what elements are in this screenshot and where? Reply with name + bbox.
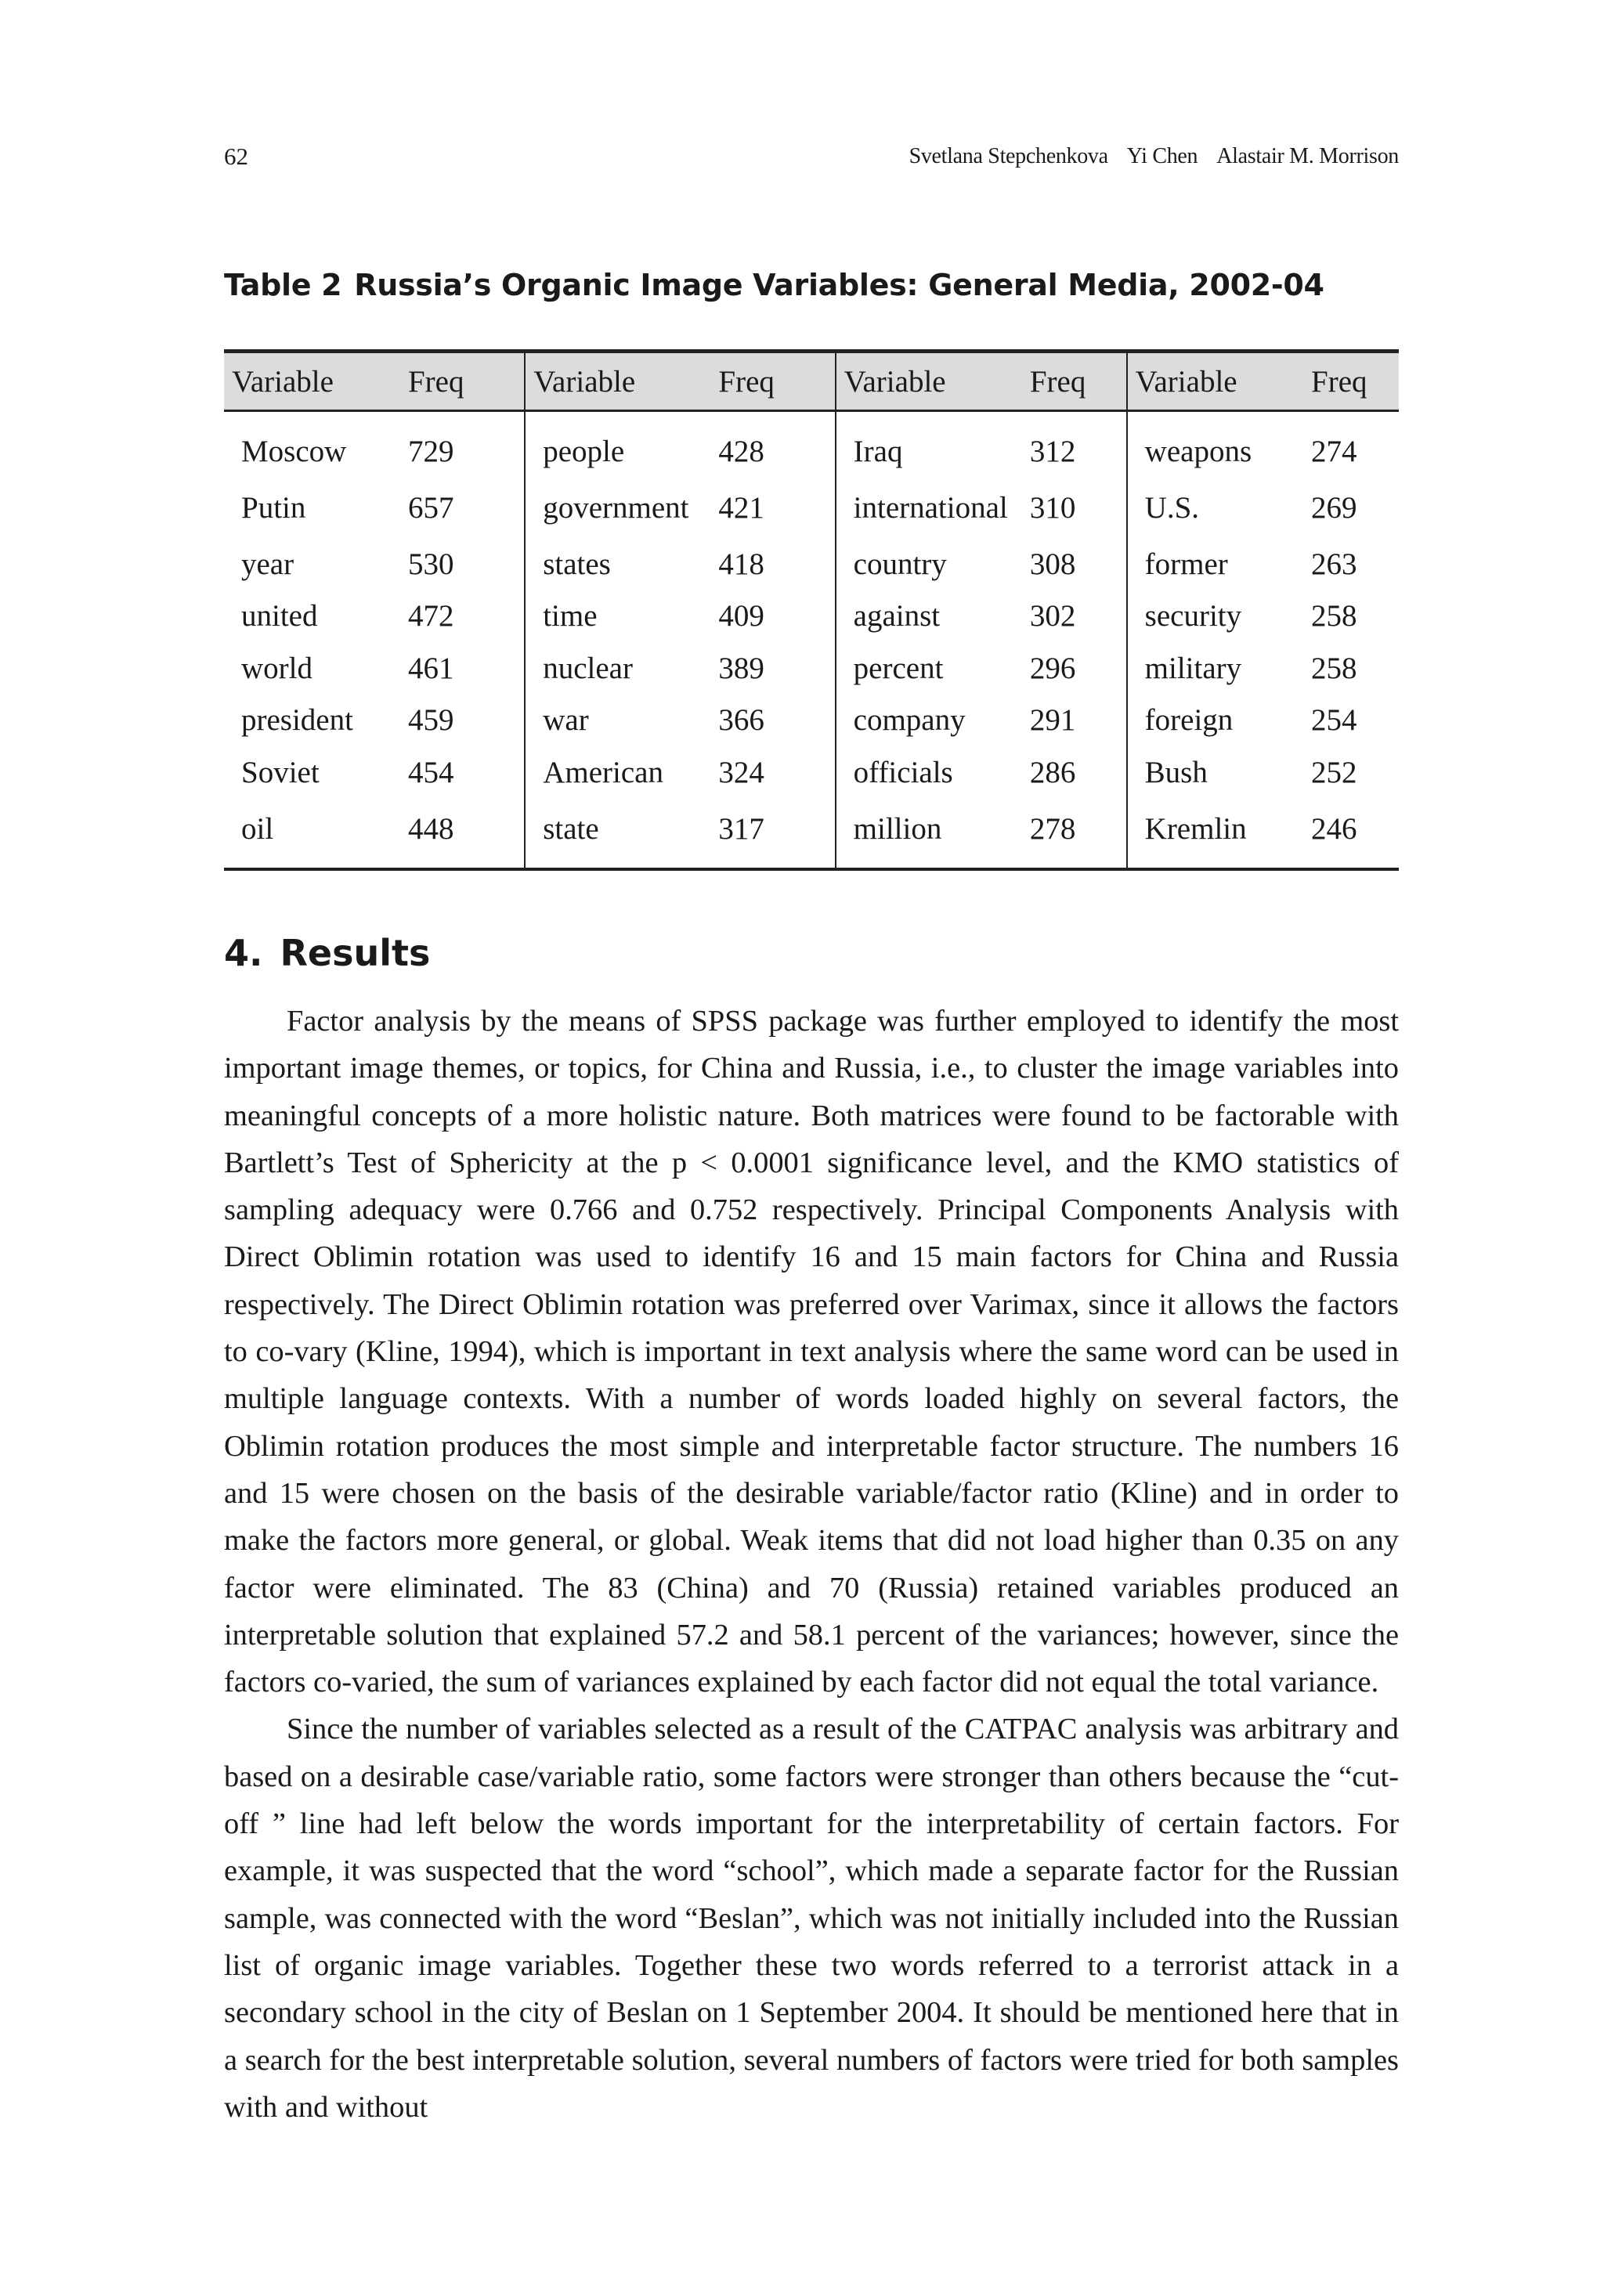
table-cell: 530 <box>408 536 525 592</box>
table-cell: foreign <box>1144 703 1234 737</box>
column-header: Freq <box>718 352 835 411</box>
running-head-authors <box>909 144 1399 169</box>
table-cell: weapons <box>1144 434 1252 468</box>
body-text <box>224 998 1399 2131</box>
paragraph: Factor analysis by the means of SPSS package was further employed to identify the most important image themes, or topics, for China and Russia, i.e., to cluster the image variables into meaningful concepts of a more holistic nature. Both matrices were found to be factorable with Bartlett’s Test of Sphericity at the p < 0.0001 significance level, and the KMO statistics of sampling adequacy were 0.766 and 0.752 respectively. Principal Components Analysis with Direct Oblimin rotation was used to identify 16 and 15 main factors for China and Russia respectively. The Direct Oblimin rotation was preferred over Varimax, since it allows the factors to co-vary (Kline, 1994), which is important in text analysis where the same word can be used in multiple language contexts. With a number of words loaded highly on several factors, the Oblimin rotation produces the most simple and interpretable factor structure. The numbers 16 and 15 were chosen on the basis of the desirable variable/factor ratio (Kline) and in order to make the factors more general, or global. Weak items that did not load higher than 0.35 on any factor were eliminated. The 83 (China) and 70 (Russia) retained variables produced an interpretable solution that explained 57.2 and 58.1 percent of the variances; however, since the factors co-varied, the sum of variances explained by each factor did not equal the total variance. <box>224 1005 1399 1699</box>
table-cell: year <box>241 547 294 581</box>
table-cell: 274 <box>1311 434 1357 468</box>
table-cell: united <box>241 599 318 633</box>
table-cell: officials <box>853 755 953 789</box>
column-header: Freq <box>408 352 525 411</box>
table-cell: 258 <box>1311 599 1357 633</box>
table-cell: war <box>543 703 589 737</box>
table-cell: Putin <box>241 490 306 525</box>
column-header: Freq <box>1311 352 1399 411</box>
table-cell: company <box>853 703 966 737</box>
table-cell: 428 <box>718 411 835 480</box>
section-number: 4. <box>224 932 263 974</box>
column-header: Variable <box>525 352 718 411</box>
table-cell: world <box>241 651 312 685</box>
column-header: Freq <box>1030 352 1127 411</box>
table-cell: 729 <box>408 411 525 480</box>
table-cell: 472 <box>408 592 525 640</box>
table-cell: million <box>836 800 1030 869</box>
table-cell: 296 <box>1030 640 1127 696</box>
table-cell: 302 <box>1030 592 1127 640</box>
author-name: Svetlana Stepchenkova <box>909 144 1108 168</box>
table-cell: international <box>853 490 1008 525</box>
table-cell: 286 <box>1030 744 1127 800</box>
table-cell: 421 <box>718 479 835 536</box>
table-cell: Moscow <box>241 434 347 468</box>
table-cell: Bush <box>1144 755 1208 789</box>
table-cell: states <box>543 547 611 581</box>
table-row <box>224 592 1399 640</box>
table-cell: 291 <box>1030 696 1127 744</box>
table-row <box>224 696 1399 744</box>
table-cell: 324 <box>718 744 835 800</box>
column-header: Variable <box>224 352 408 411</box>
table-caption <box>224 268 1324 302</box>
table-cell: president <box>241 703 353 737</box>
table-cell: 366 <box>718 696 835 744</box>
table-cell: state <box>525 800 718 869</box>
column-header: Variable <box>836 352 1030 411</box>
table-cell: security <box>1144 599 1242 633</box>
table-cell: against <box>853 599 941 633</box>
table-label: Table 2 <box>224 268 342 302</box>
table-cell: Soviet <box>241 755 320 789</box>
table-row <box>224 744 1399 800</box>
table-cell: 317 <box>718 800 835 869</box>
table-cell: 308 <box>1030 536 1127 592</box>
paragraph: Since the number of variables selected as a result of the CATPAC analysis was arbitrary and based on a desirable case/variable ratio, some factors were stronger than others because the “cut-off ” line had left below the words important for the interpretability of certain factors. For example, it was suspected that the word “school”, which made a separate factor for the Russian sample, was connected with the word “Beslan”, which was not initially included into the Russian list of organic image variables. Together these two words referred to a terrorist attack in a secondary school in the city of Beslan on 1 September 2004. It should be mentioned here that in a search for the best interpretable solution, several numbers of factors were tried for both samples with and without <box>224 1713 1399 2124</box>
table-cell: 448 <box>408 800 525 869</box>
table-cell: oil <box>224 800 408 869</box>
table-cell: 461 <box>408 640 525 696</box>
table-header-row <box>224 352 1399 411</box>
table-cell: percent <box>853 651 944 685</box>
table-row <box>224 479 1399 536</box>
table-cell: government <box>543 490 689 525</box>
table-cell: 409 <box>718 592 835 640</box>
section-title: Results <box>280 932 431 974</box>
table-cell: U.S. <box>1144 490 1200 525</box>
table-cell: 252 <box>1311 755 1357 789</box>
table-cell: country <box>853 547 947 581</box>
table-cell: 454 <box>408 744 525 800</box>
table-cell: 263 <box>1311 547 1357 581</box>
table-cell: time <box>543 599 598 633</box>
table-cell: 657 <box>408 479 525 536</box>
table-cell: Kremlin <box>1127 800 1311 869</box>
author-name: Yi Chen <box>1126 144 1198 168</box>
table-cell: nuclear <box>543 651 633 685</box>
table-cell: 389 <box>718 640 835 696</box>
table-row <box>224 411 1399 480</box>
table-cell: Iraq <box>853 434 903 468</box>
table-row <box>224 640 1399 696</box>
table-cell: 269 <box>1311 490 1357 525</box>
table-cell: 246 <box>1311 800 1399 869</box>
table-cell: 278 <box>1030 800 1127 869</box>
table-row <box>224 536 1399 592</box>
table-cell: 459 <box>408 696 525 744</box>
page-number: 62 <box>224 143 248 170</box>
table-cell: American <box>543 755 663 789</box>
table-title: Russia’s Organic Image Variables: General Media, 2002-04 <box>354 268 1324 302</box>
column-header: Variable <box>1127 352 1311 411</box>
table-cell: 312 <box>1030 411 1127 480</box>
table-row <box>224 800 1399 869</box>
table-cell: 258 <box>1311 651 1357 685</box>
author-name: Alastair M. Morrison <box>1216 144 1399 168</box>
table-cell: 418 <box>718 536 835 592</box>
section-heading <box>224 932 430 974</box>
frequency-table <box>224 349 1399 871</box>
table-cell: former <box>1144 547 1228 581</box>
table-cell: military <box>1144 651 1242 685</box>
table-cell: 254 <box>1311 703 1357 737</box>
table-cell: 310 <box>1030 479 1127 536</box>
table-cell: people <box>543 434 625 468</box>
